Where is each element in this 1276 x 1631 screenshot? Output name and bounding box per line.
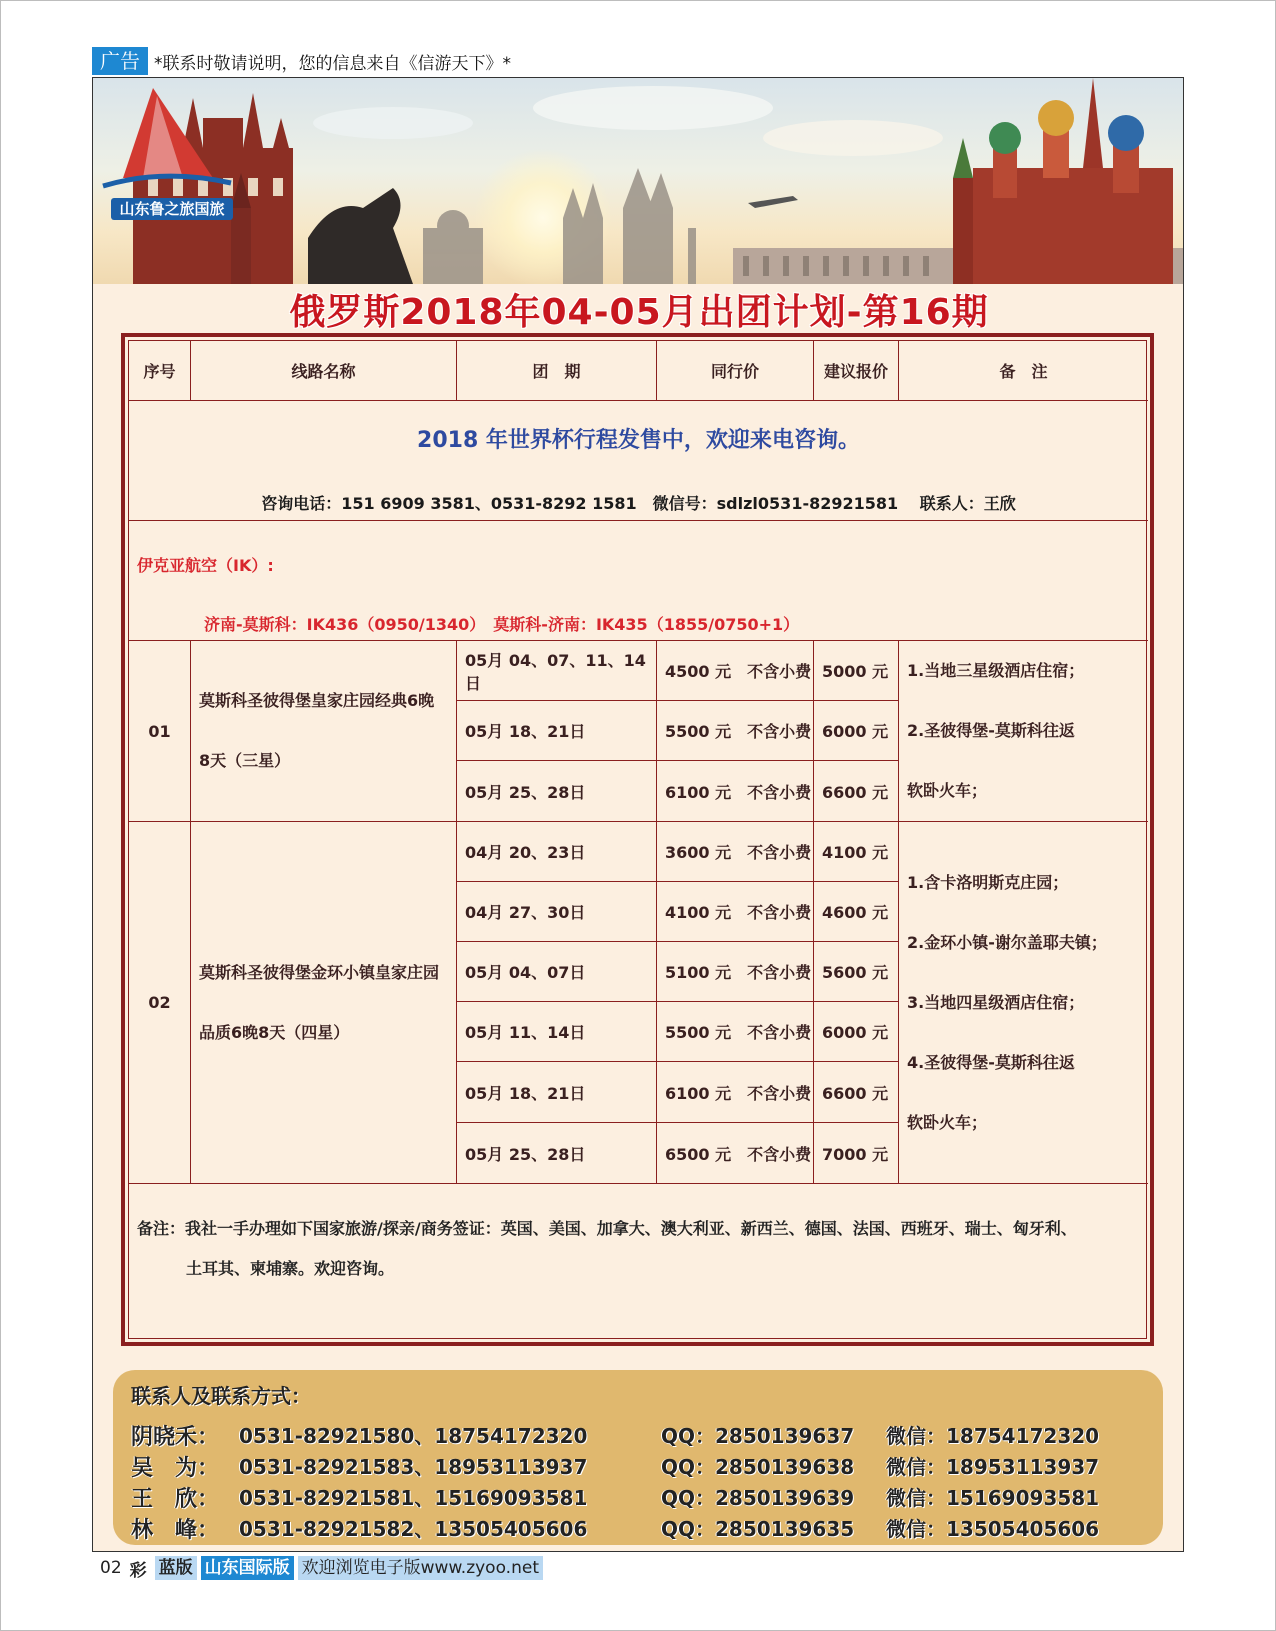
page-footer bbox=[100, 1555, 543, 1581]
contact-name: 王 欣： bbox=[131, 1487, 220, 1512]
route-02-suggest-1: 4100 元 bbox=[814, 822, 899, 882]
header-no: 序号 bbox=[129, 341, 191, 401]
header-suggest-price: 建议报价 bbox=[814, 341, 899, 401]
ad-badge: 广告 bbox=[92, 47, 148, 75]
route-02-price-1: 3600 元 不含小费 bbox=[657, 822, 814, 882]
route-01-suggest-3: 6600 元 bbox=[814, 761, 899, 822]
route-02-name-line2: 品质6晚8天（四星） bbox=[199, 1022, 350, 1042]
route-02-date-3: 05月 04、07日 bbox=[457, 942, 657, 1002]
route-01-note-3: 软卧火车； bbox=[907, 781, 988, 800]
route-02-suggest-2: 4600 元 bbox=[814, 882, 899, 942]
route-02-suggest-3: 5600 元 bbox=[814, 942, 899, 1002]
contact-wechat: 微信：18754172320 bbox=[886, 1424, 1100, 1448]
header-route: 线路名称 bbox=[191, 341, 457, 401]
contact-phone: 0531-82921581、15169093581 bbox=[239, 1486, 588, 1510]
header-trade-price: 同行价 bbox=[657, 341, 814, 401]
ad-note: *联系时敬请说明，您的信息来自《信游天下》* bbox=[154, 53, 511, 74]
route-01-note-1: 1.当地三星级酒店住宿； bbox=[907, 661, 1085, 680]
poster-title: 俄罗斯2018年04-05月出团计划-第16期 bbox=[289, 292, 989, 333]
route-02-suggest-6: 7000 元 bbox=[814, 1123, 899, 1184]
contact-phone: 0531-82921583、18953113937 bbox=[239, 1455, 588, 1479]
airline-flights: 济南-莫斯科：IK436（0950/1340） 莫斯科-济南：IK435（1855/0750+1） bbox=[204, 615, 800, 634]
visa-remark-line1: 备注：我社一手办理如下国家旅游/探亲/商务签证：英国、美国、加拿大、澳大利亚、新西兰、德国、法国、西班牙、瑞士、匈牙利、 bbox=[137, 1219, 1077, 1238]
route-01-name-line1: 莫斯科圣彼得堡皇家庄园经典6晚 bbox=[199, 691, 435, 710]
sailboat-logo-icon bbox=[93, 78, 233, 208]
region-label: 山东国际版 bbox=[201, 1556, 294, 1580]
route-01-note-2: 2.圣彼得堡-莫斯科往返 bbox=[907, 721, 1075, 740]
contact-phone: 0531-82921580、18754172320 bbox=[239, 1424, 588, 1448]
contact-qq: QQ：2850139638 bbox=[661, 1455, 855, 1479]
route-02-no: 02 bbox=[129, 822, 191, 1184]
route-02-note-1: 1.含卡洛明斯克庄园； bbox=[907, 872, 1069, 892]
route-01-suggest-2: 6000 元 bbox=[814, 701, 899, 761]
edition-label: 蓝版 bbox=[155, 1556, 197, 1580]
route-02-price-3: 5100 元 不含小费 bbox=[657, 942, 814, 1002]
route-01-price-2: 5500 元 不含小费 bbox=[657, 701, 814, 761]
route-02-note-4: 4.圣彼得堡-莫斯科往返 bbox=[907, 1052, 1075, 1072]
banner-image bbox=[93, 78, 1184, 284]
schedule-table bbox=[128, 340, 1147, 1339]
route-01-no: 01 bbox=[129, 641, 191, 822]
route-02-price-6: 6500 元 不含小费 bbox=[657, 1123, 814, 1184]
contact-wechat: 微信：18953113937 bbox=[886, 1455, 1100, 1479]
route-01-notes bbox=[899, 641, 1148, 822]
route-02-notes bbox=[899, 822, 1148, 1184]
route-02-note-5: 软卧火车； bbox=[907, 1112, 988, 1132]
contact-wechat: 微信：13505405606 bbox=[886, 1517, 1100, 1541]
route-02-date-4: 05月 11、14日 bbox=[457, 1002, 657, 1062]
contact-wechat: 微信：15169093581 bbox=[886, 1486, 1100, 1510]
route-02-note-2: 2.金环小镇-谢尔盖耶夫镇； bbox=[907, 932, 1107, 952]
worldcup-contact: 咨询电话：151 6909 3581、0531-8292 1581 微信号：sdlzl0531-82921581 联系人：王欣 bbox=[261, 494, 1016, 513]
skyline-illustration bbox=[93, 78, 1184, 284]
contact-qq: QQ：2850139635 bbox=[661, 1517, 855, 1541]
route-02-note-3: 3.当地四星级酒店住宿； bbox=[907, 992, 1085, 1012]
page-number: 02 bbox=[100, 1558, 122, 1578]
website-link[interactable]: 欢迎浏览电子版www.zyoo.net bbox=[298, 1556, 543, 1580]
route-02-price-4: 5500 元 不含小费 bbox=[657, 1002, 814, 1062]
contact-box bbox=[113, 1370, 1163, 1545]
header-dates: 团 期 bbox=[457, 341, 657, 401]
route-02-name bbox=[191, 822, 457, 1184]
contact-phone: 0531-82921582、13505405606 bbox=[239, 1517, 588, 1541]
schedule-table-frame bbox=[121, 333, 1154, 1346]
route-01-price-3: 6100 元 不含小费 bbox=[657, 761, 814, 822]
header-notes: 备 注 bbox=[899, 341, 1148, 401]
contact-title: 联系人及联系方式： bbox=[131, 1384, 311, 1408]
route-01-price-1: 4500 元 不含小费 bbox=[657, 641, 814, 701]
route-02-suggest-5: 6600 元 bbox=[814, 1062, 899, 1123]
poster bbox=[92, 77, 1184, 1552]
route-02-date-6: 05月 25、28日 bbox=[457, 1123, 657, 1184]
logo-text: 山东鲁之旅国旅 bbox=[111, 198, 233, 220]
route-01-date-1: 05月 04、07、11、14日 bbox=[457, 641, 657, 701]
ad-header bbox=[92, 47, 511, 75]
route-01-name-line2: 8天（三星） bbox=[199, 751, 291, 770]
visa-remark-line2: 土耳其、柬埔寨。欢迎咨询。 bbox=[186, 1259, 395, 1278]
contact-name: 林 峰： bbox=[131, 1518, 220, 1543]
route-02-price-2: 4100 元 不含小费 bbox=[657, 882, 814, 942]
route-02-date-2: 04月 27、30日 bbox=[457, 882, 657, 942]
contact-name: 吴 为： bbox=[131, 1456, 220, 1481]
contact-name: 阴晓禾： bbox=[131, 1425, 220, 1450]
contact-qq: QQ：2850139637 bbox=[661, 1424, 855, 1448]
route-01-name bbox=[191, 641, 457, 822]
route-02-name-line1: 莫斯科圣彼得堡金环小镇皇家庄园 bbox=[199, 962, 440, 982]
worldcup-headline: 2018 年世界杯行程发售中，欢迎来电咨询。 bbox=[417, 428, 860, 453]
contact-qq: QQ：2850139639 bbox=[661, 1486, 855, 1510]
route-02-date-5: 05月 18、21日 bbox=[457, 1062, 657, 1123]
route-01-date-3: 05月 25、28日 bbox=[457, 761, 657, 822]
route-01-date-2: 05月 18、21日 bbox=[457, 701, 657, 761]
airline-name: 伊克亚航空（IK）: bbox=[137, 556, 274, 575]
route-01-suggest-1: 5000 元 bbox=[814, 641, 899, 701]
route-02-date-1: 04月 20、23日 bbox=[457, 822, 657, 882]
color-mark: 彩 bbox=[129, 1560, 147, 1581]
route-02-price-5: 6100 元 不含小费 bbox=[657, 1062, 814, 1123]
route-02-suggest-4: 6000 元 bbox=[814, 1002, 899, 1062]
